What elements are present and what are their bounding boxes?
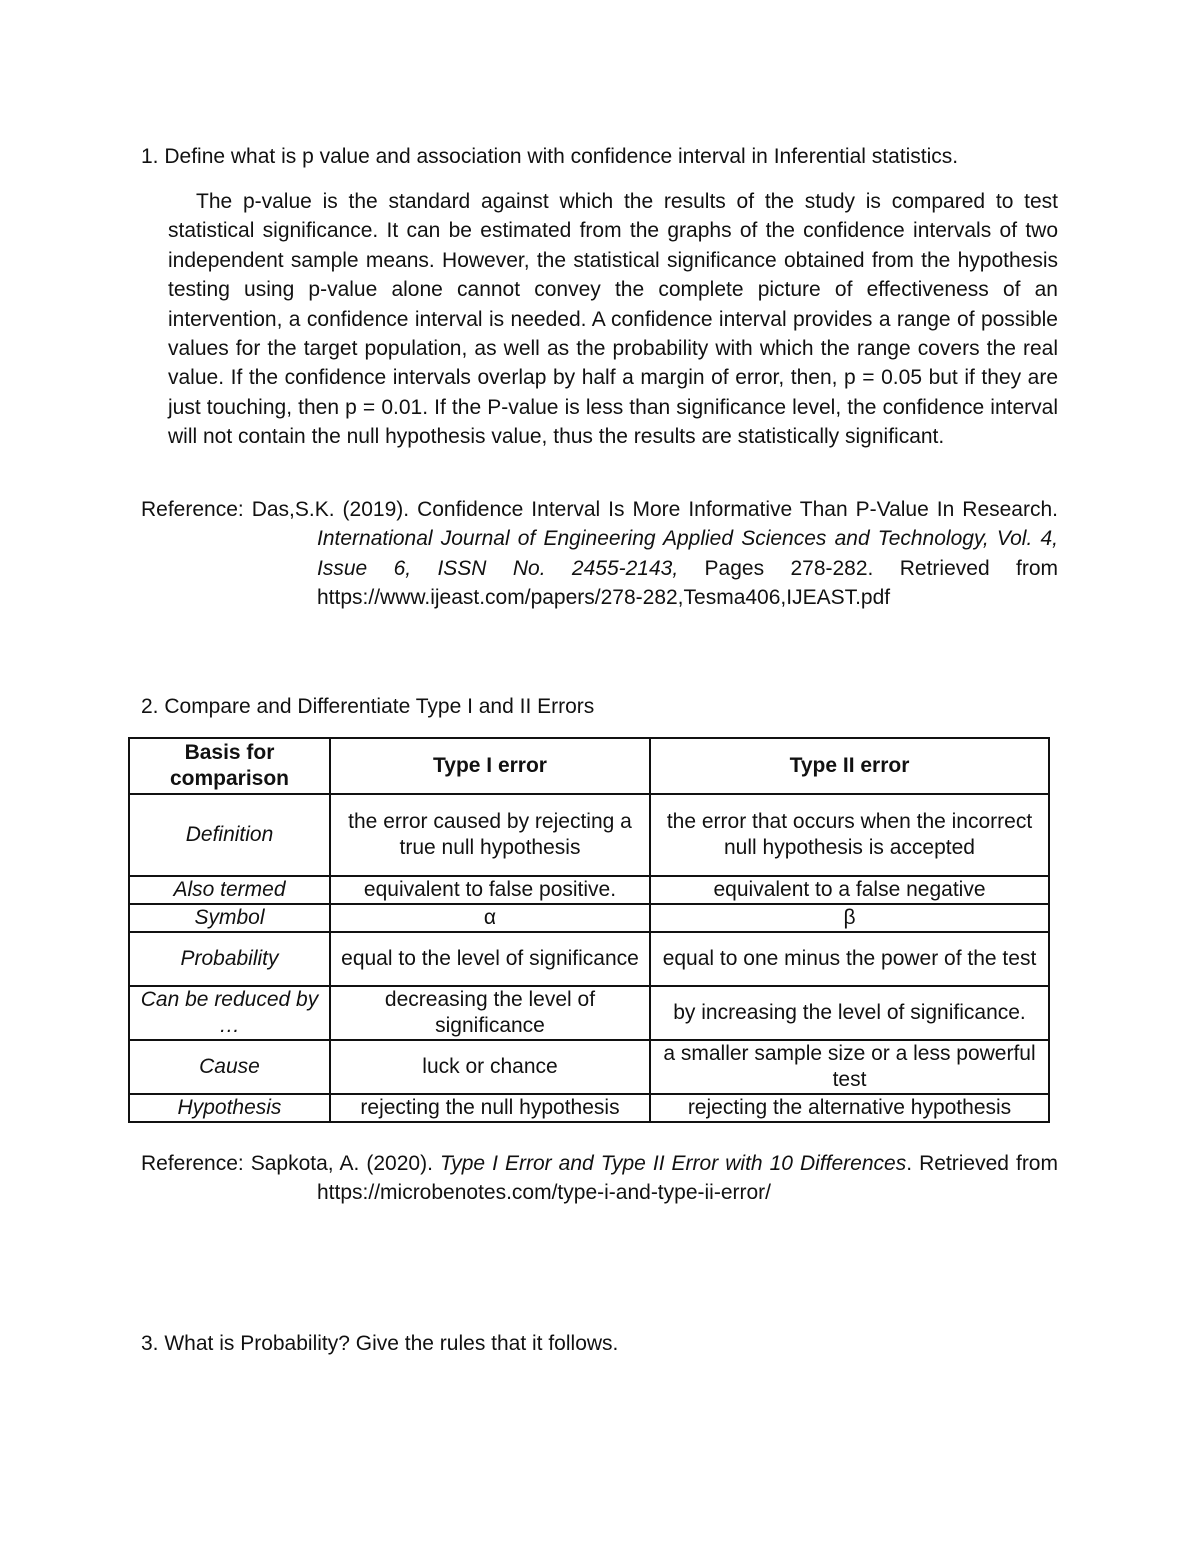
table-header-row xyxy=(129,738,1049,794)
reference-1-journal: International Journal of Engineering Applied Sciences and Technology, Vol. 4, Issue 6, ISSN No. 2455-2143, xyxy=(317,527,1058,580)
table-row xyxy=(129,1094,1049,1122)
row-basis: Also termed xyxy=(129,876,330,904)
row-type-1: equal to the level of significance xyxy=(330,932,650,986)
question-1-heading: 1. Define what is p value and association with confidence interval in Inferential statistics. xyxy=(141,145,959,168)
row-basis: Cause xyxy=(129,1040,330,1094)
table-row xyxy=(129,1040,1049,1094)
question-2-heading: 2. Compare and Differentiate Type I and II Errors xyxy=(141,695,595,718)
type-errors-comparison-table xyxy=(128,737,1050,1123)
row-type-1: decreasing the level of significance xyxy=(330,986,650,1040)
row-type-1: α xyxy=(330,904,650,932)
row-basis: Hypothesis xyxy=(129,1094,330,1122)
row-type-2: a smaller sample size or a less powerful test xyxy=(650,1040,1049,1094)
row-type-2: rejecting the alternative hypothesis xyxy=(650,1094,1049,1122)
header-type-1: Type I error xyxy=(330,738,650,794)
reference-1-prefix: Reference: Das,S.K. (2019). Confidence Interval Is More Informative Than P-Value In Research. xyxy=(141,498,1058,521)
row-type-1: equivalent to false positive. xyxy=(330,876,650,904)
row-type-1: luck or chance xyxy=(330,1040,650,1094)
reference-2 xyxy=(141,1149,1058,1208)
row-type-2: by increasing the level of significance. xyxy=(650,986,1049,1040)
question-1-answer: The p-value is the standard against which the results of the study is compared to test statistical significance. It can be estimated from the graphs of the confidence intervals of two independent sample means. However, the statistical significance obtained from the hypothesis testing using p-value alone cannot convey the complete picture of effectiveness of an intervention, a confidence interval is needed. A confidence interval provides a range of possible values for the target population, as well as the probability with which the range covers the real value. If the confidence intervals overlap by half a margin of error, then, p = 0.05 but if they are just touching, then p = 0.01. If the P-value is less than significance level, the confidence interval will not contain the null hypothesis value, thus the results are statistically significant. xyxy=(168,190,1058,449)
row-type-2: equal to one minus the power of the test xyxy=(650,932,1049,986)
header-basis: Basis for comparison xyxy=(129,738,330,794)
question-3-heading: 3. What is Probability? Give the rules that it follows. xyxy=(141,1332,619,1355)
reference-2-title: Type I Error and Type II Error with 10 Differences xyxy=(439,1152,907,1175)
row-basis: Definition xyxy=(129,794,330,876)
row-basis: Symbol xyxy=(129,904,330,932)
reference-1-suffix: Pages 278-282. Retrieved from https://www.ijeast.com/papers/278-282,Tesma406,IJEAST.pdf xyxy=(317,556,1058,610)
header-type-2: Type II error xyxy=(650,738,1049,794)
row-type-1: the error caused by rejecting a true null hypothesis xyxy=(330,794,650,876)
reference-2-prefix: Reference: Sapkota, A. (2020). xyxy=(141,1152,440,1175)
row-type-1: rejecting the null hypothesis xyxy=(330,1094,650,1122)
row-type-2: β xyxy=(650,904,1049,932)
table-row xyxy=(129,932,1049,986)
table-row xyxy=(129,904,1049,932)
row-basis: Probability xyxy=(129,932,330,986)
table-row xyxy=(129,986,1049,1040)
reference-1 xyxy=(141,495,1058,613)
table-row xyxy=(129,876,1049,904)
row-type-2: equivalent to a false negative xyxy=(650,876,1049,904)
row-type-2: the error that occurs when the incorrect null hypothesis is accepted xyxy=(650,794,1049,876)
table-row xyxy=(129,794,1049,876)
reference-2-suffix: . Retrieved from https://microbenotes.com/type-i-and-type-ii-error/ xyxy=(317,1152,1058,1205)
row-basis: Can be reduced by … xyxy=(129,986,330,1040)
